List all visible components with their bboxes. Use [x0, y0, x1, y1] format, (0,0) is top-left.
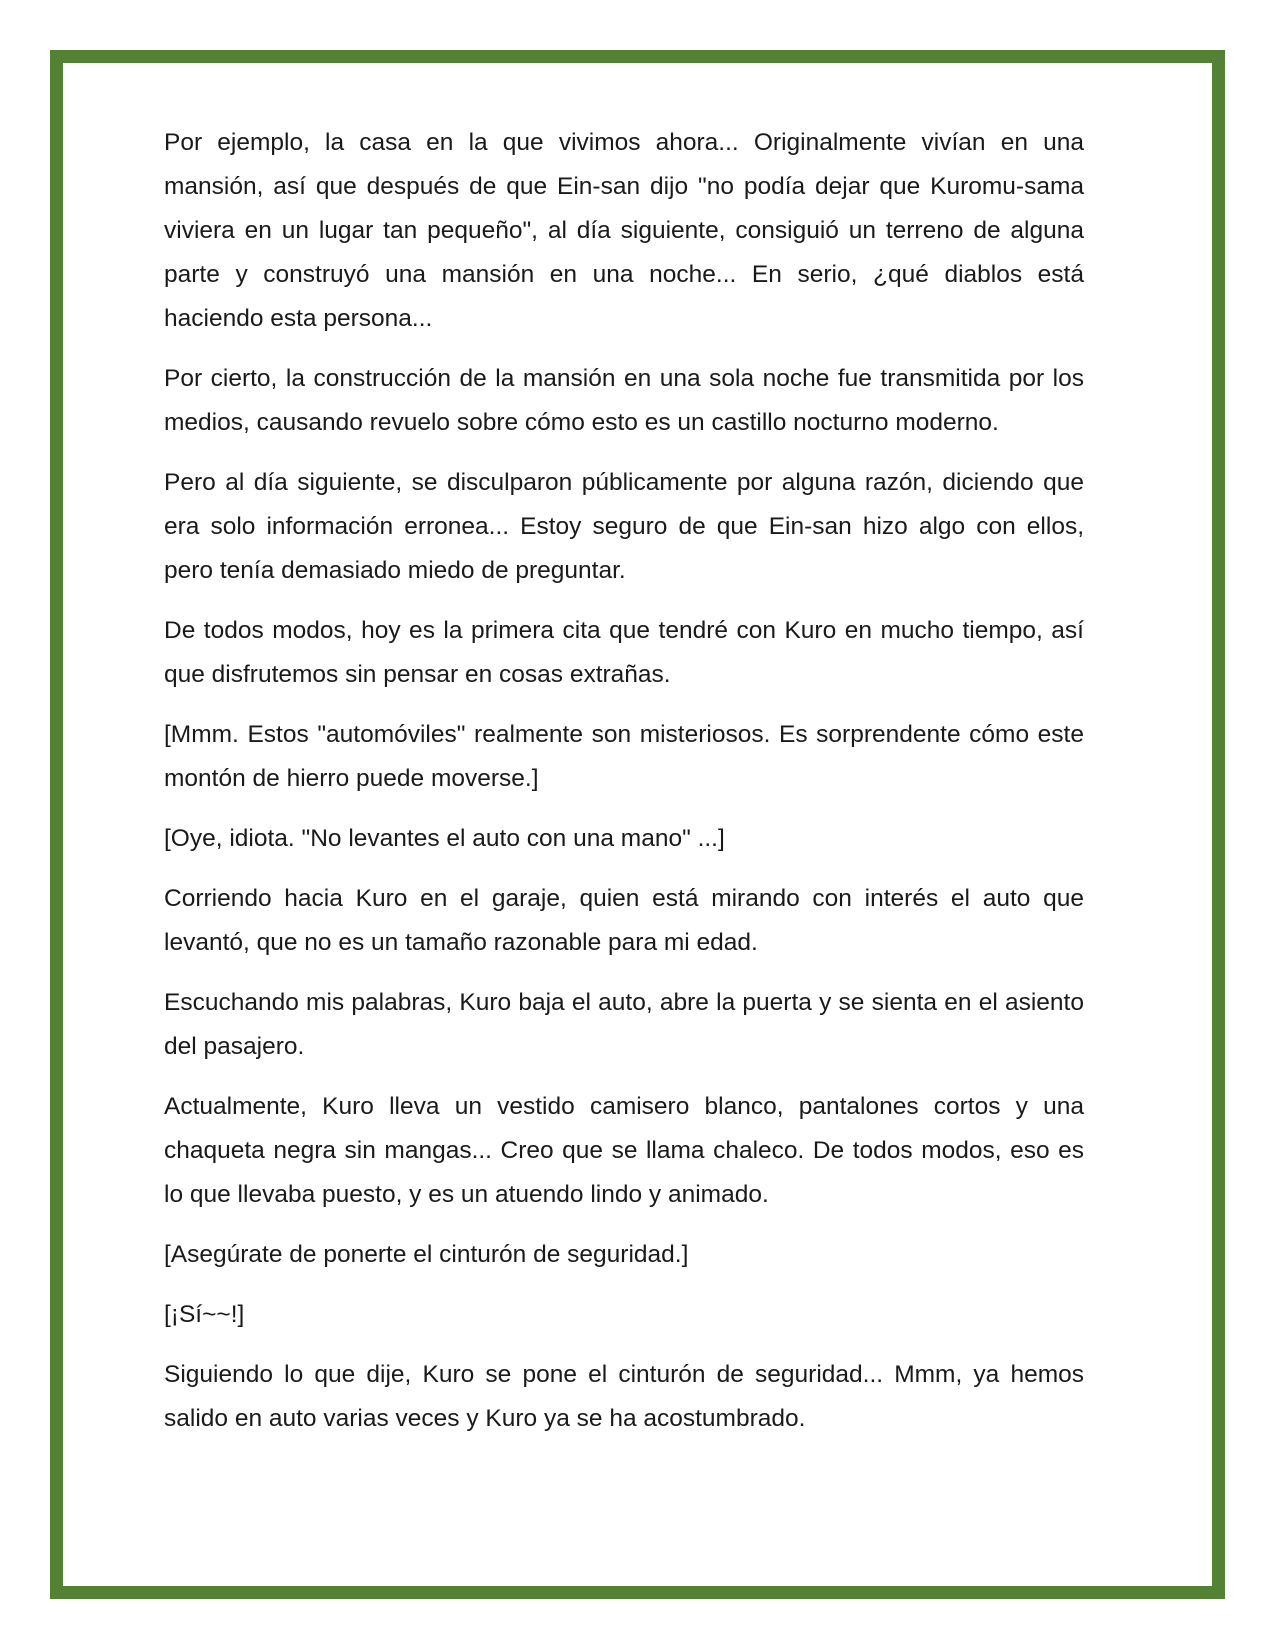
paragraph: Por ejemplo, la casa en la que vivimos ahora... Originalmente vivían en una mansión, así que después de que Ein-san dijo "no podía dejar que Kuromu-sama viviera en un lugar tan pequeño", al día siguiente, consiguió un terreno de alguna parte y construyó una mansión en una noche... En serio, ¿qué diablos está haciendo esta persona...	[164, 129, 1084, 332]
paragraph: Siguiendo lo que dije, Kuro se pone el cinturón de seguridad... Mmm, ya hemos salido en auto varias veces y Kuro ya se ha acostumbrado.	[164, 1361, 1084, 1432]
paragraph: Pero al día siguiente, se disculparon públicamente por alguna razón, diciendo que era solo información erronea... Estoy seguro de que Ein-san hizo algo con ellos, pero tenía demasiado miedo de preguntar.	[164, 469, 1084, 584]
paragraph: Por cierto, la construcción de la mansión en una sola noche fue transmitida por los medios, causando revuelo sobre cómo esto es un castillo nocturno moderno.	[164, 365, 1084, 436]
paragraph: De todos modos, hoy es la primera cita que tendré con Kuro en mucho tiempo, así que disfrutemos sin pensar en cosas extrañas.	[164, 617, 1084, 688]
paragraph: Escuchando mis palabras, Kuro baja el auto, abre la puerta y se sienta en el asiento del pasajero.	[164, 989, 1084, 1060]
paragraph: Corriendo hacia Kuro en el garaje, quien está mirando con interés el auto que levantó, que no es un tamaño razonable para mi edad.	[164, 885, 1084, 956]
document-body	[164, 121, 1084, 1457]
paragraph: [¡Sí~~!]	[164, 1301, 245, 1328]
paragraph: [Mmm. Estos "automóviles" realmente son misteriosos. Es sorprendente cómo este montón de hierro puede moverse.]	[164, 721, 1084, 792]
paragraph: [Oye, idiota. "No levantes el auto con una mano" ...]	[164, 825, 725, 852]
paragraph: Actualmente, Kuro lleva un vestido camisero blanco, pantalones cortos y una chaqueta negra sin mangas... Creo que se llama chaleco. De todos modos, eso es lo que llevaba puesto, y es un atuendo lindo y animado.	[164, 1093, 1084, 1208]
paragraph: [Asegúrate de ponerte el cinturón de seguridad.]	[164, 1241, 689, 1268]
